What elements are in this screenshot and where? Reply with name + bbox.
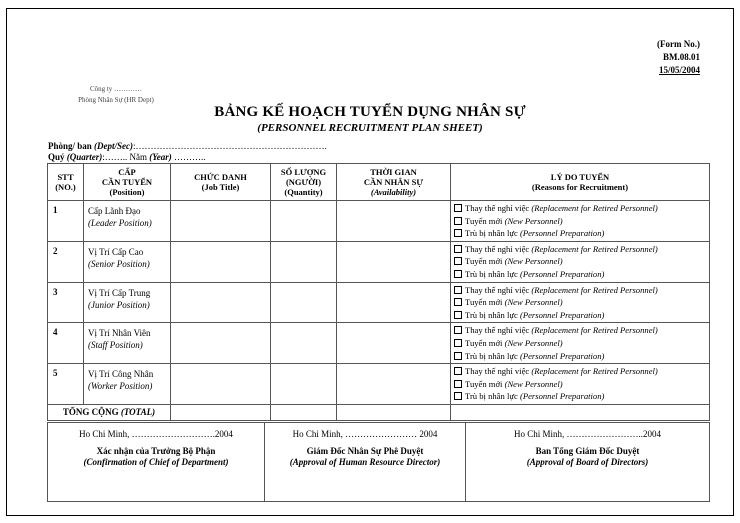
checkbox-icon[interactable] bbox=[454, 311, 462, 319]
year-dots[interactable]: ……….. bbox=[171, 152, 206, 162]
availability-cell[interactable] bbox=[337, 241, 451, 282]
total-label: TỔNG CỘNG (TOTAL) bbox=[48, 404, 171, 420]
table-row bbox=[48, 241, 710, 282]
reason-label-en: (New Personnel) bbox=[504, 297, 563, 308]
reason-label-en: (New Personnel) bbox=[504, 215, 563, 226]
reason-label-en: (Personnel Preparation) bbox=[519, 350, 605, 361]
checkbox-icon[interactable] bbox=[454, 270, 462, 278]
reason-option[interactable] bbox=[454, 365, 706, 378]
row-position bbox=[84, 323, 171, 364]
reason-option[interactable] bbox=[454, 227, 706, 240]
signature-role: Xác nhận của Trưởng Bộ Phận bbox=[96, 446, 216, 456]
row-position bbox=[84, 241, 171, 282]
header-reasons: LÝ DO TUYỂN (Reasons for Recruitment) bbox=[451, 164, 710, 201]
reason-option[interactable] bbox=[454, 350, 706, 363]
header-stt: STT (NO.) bbox=[48, 164, 84, 201]
dept-line bbox=[48, 141, 327, 151]
reason-label: Thay thế nghỉ việc bbox=[465, 366, 530, 377]
quarter-dots[interactable]: :…….. Năm bbox=[102, 152, 148, 162]
reason-label: Tuyển mới bbox=[465, 215, 503, 226]
quarter-label-en: (Quarter) bbox=[66, 152, 103, 162]
availability-cell[interactable] bbox=[337, 364, 451, 405]
reason-label: Thay thế nghỉ việc bbox=[465, 203, 530, 213]
signature-hr-director bbox=[265, 423, 466, 501]
quantity-cell[interactable] bbox=[271, 201, 337, 242]
company-dept: Phòng Nhân Sự (HR Dept) bbox=[78, 96, 154, 104]
reason-label-en: (Personnel Preparation) bbox=[519, 309, 605, 320]
reason-label: Thay thế nghỉ việc bbox=[465, 243, 530, 254]
reason-option[interactable] bbox=[454, 309, 706, 322]
checkbox-icon[interactable] bbox=[454, 257, 462, 265]
reason-label: Trù bị nhân lực bbox=[465, 228, 518, 239]
page-subtitle: (PERSONNEL RECRUITMENT PLAN SHEET) bbox=[257, 122, 483, 134]
quarter-line bbox=[48, 152, 206, 162]
availability-cell[interactable] bbox=[337, 323, 451, 364]
job-title-cell[interactable] bbox=[171, 323, 271, 364]
dept-dots[interactable]: :………………………………………………………. bbox=[133, 141, 327, 151]
form-no-label: (Form No.) bbox=[657, 39, 700, 49]
checkbox-icon[interactable] bbox=[454, 204, 462, 212]
quarter-label: Quý bbox=[48, 152, 65, 162]
reason-label-en: (New Personnel) bbox=[504, 256, 563, 267]
job-title-cell[interactable] bbox=[171, 282, 271, 323]
checkbox-icon[interactable] bbox=[454, 380, 462, 388]
reason-option[interactable] bbox=[454, 284, 706, 297]
table-row bbox=[48, 201, 710, 242]
company-block bbox=[66, 84, 166, 106]
row-number: 3 bbox=[48, 282, 84, 323]
row-number: 5 bbox=[48, 364, 84, 405]
reason-label: Thay thế nghỉ việc bbox=[465, 325, 530, 336]
reason-options bbox=[451, 201, 710, 242]
total-quantity-cell[interactable] bbox=[271, 404, 337, 420]
reason-label-en: (New Personnel) bbox=[504, 378, 563, 389]
position-name: Vị Trí Nhân Viên bbox=[88, 328, 151, 339]
row-position bbox=[84, 364, 171, 405]
quantity-cell[interactable] bbox=[271, 282, 337, 323]
reason-options bbox=[451, 241, 710, 282]
signature-place-date: Ho Chi Minh, ……………………….2004 bbox=[79, 429, 233, 439]
signature-role: Giám Đốc Nhân Sự Phê Duyệt bbox=[306, 446, 424, 456]
reason-label-en: (Personnel Preparation) bbox=[519, 228, 605, 239]
company-name: Công ty ………… bbox=[89, 85, 143, 93]
form-date: 15/05/2004 bbox=[658, 65, 700, 75]
reason-label-en: (Replacement for Retired Personnel) bbox=[531, 366, 658, 377]
table-header-row bbox=[48, 164, 710, 201]
reason-option[interactable] bbox=[454, 268, 706, 281]
table-row bbox=[48, 282, 710, 323]
position-name-en: (Senior Position) bbox=[88, 258, 150, 269]
table-row bbox=[48, 364, 710, 405]
reason-label: Tuyển mới bbox=[465, 256, 503, 267]
availability-cell[interactable] bbox=[337, 201, 451, 242]
checkbox-icon[interactable] bbox=[454, 286, 462, 294]
signature-chief-department bbox=[48, 423, 265, 501]
form-code: BM.08.01 bbox=[663, 52, 700, 62]
total-row bbox=[48, 404, 710, 420]
job-title-cell[interactable] bbox=[171, 364, 271, 405]
reason-label: Trù bị nhân lực bbox=[465, 309, 518, 320]
signature-box bbox=[47, 422, 710, 502]
table-row bbox=[48, 323, 710, 364]
form-number-block bbox=[657, 38, 700, 77]
checkbox-icon[interactable] bbox=[454, 245, 462, 253]
reason-option[interactable] bbox=[454, 324, 706, 337]
dept-label-en: (Dept/Sec) bbox=[94, 141, 134, 151]
reason-options bbox=[451, 323, 710, 364]
signature-role-en: (Confirmation of Chief of Department) bbox=[83, 457, 229, 467]
row-number: 4 bbox=[48, 323, 84, 364]
header-availability: THỜI GIAN CẦN NHÂN SỰ (Availability) bbox=[337, 164, 451, 201]
row-number: 1 bbox=[48, 201, 84, 242]
quantity-cell[interactable] bbox=[271, 323, 337, 364]
row-number: 2 bbox=[48, 241, 84, 282]
header-level: CẤP CẦN TUYỂN (Position) bbox=[84, 164, 171, 201]
checkbox-icon[interactable] bbox=[454, 339, 462, 347]
position-name-en: (Worker Position) bbox=[88, 381, 153, 392]
reason-option[interactable] bbox=[454, 296, 706, 309]
reason-label: Tuyển mới bbox=[465, 378, 503, 389]
reason-label: Tuyển mới bbox=[465, 337, 503, 348]
position-name-en: (Leader Position) bbox=[88, 218, 152, 228]
signature-board-directors bbox=[466, 423, 709, 501]
row-position bbox=[84, 201, 171, 242]
reason-option[interactable] bbox=[454, 390, 706, 403]
total-reason-cell[interactable] bbox=[451, 404, 710, 420]
reason-option[interactable] bbox=[454, 243, 706, 256]
reason-label: Trù bị nhân lực bbox=[465, 391, 518, 402]
reason-options bbox=[451, 282, 710, 323]
checkbox-icon[interactable] bbox=[454, 367, 462, 375]
checkbox-icon[interactable] bbox=[454, 229, 462, 237]
reason-option[interactable] bbox=[454, 215, 706, 228]
reason-label: Tuyển mới bbox=[465, 297, 503, 308]
reason-option[interactable] bbox=[454, 337, 706, 350]
reason-option[interactable] bbox=[454, 202, 706, 215]
year-label-en: (Year) bbox=[149, 152, 172, 162]
total-job-cell[interactable] bbox=[171, 404, 271, 420]
job-title-cell[interactable] bbox=[171, 201, 271, 242]
total-availability-cell[interactable] bbox=[337, 404, 451, 420]
position-name: Vị Trí Cấp Trung bbox=[88, 287, 151, 298]
recruitment-plan-table bbox=[47, 163, 710, 421]
checkbox-icon[interactable] bbox=[454, 326, 462, 334]
position-name: Vị Trí Công Nhân bbox=[88, 369, 154, 380]
checkbox-icon[interactable] bbox=[454, 352, 462, 360]
row-position bbox=[84, 282, 171, 323]
job-title-cell[interactable] bbox=[171, 241, 271, 282]
reason-label-en: (Replacement for Retired Personnel) bbox=[531, 284, 658, 295]
position-name: Vị Trí Cấp Cao bbox=[88, 246, 144, 257]
reason-options bbox=[451, 364, 710, 405]
page-title: BẢNG KẾ HOẠCH TUYỂN DỤNG NHÂN SỰ bbox=[214, 104, 526, 120]
position-name: Cấp Lãnh Đạo bbox=[88, 206, 141, 216]
signature-place-date: Ho Chi Minh, ……………………..2004 bbox=[513, 429, 661, 439]
reason-label-en: (Replacement for Retired Personnel) bbox=[531, 243, 658, 254]
checkbox-icon[interactable] bbox=[454, 298, 462, 306]
reason-label-en: (Personnel Preparation) bbox=[519, 268, 605, 279]
reason-label: Trù bị nhân lực bbox=[465, 350, 518, 361]
reason-label-en: (Replacement for Retired Personnel) bbox=[531, 203, 658, 213]
availability-cell[interactable] bbox=[337, 282, 451, 323]
position-name-en: (Staff Position) bbox=[88, 340, 143, 351]
reason-label: Trù bị nhân lực bbox=[465, 268, 518, 279]
quantity-cell[interactable] bbox=[271, 364, 337, 405]
header-job-title: CHỨC DANH (Job Title) bbox=[171, 164, 271, 201]
reason-label: Thay thế nghỉ việc bbox=[465, 284, 530, 295]
reason-label-en: (Replacement for Retired Personnel) bbox=[531, 325, 658, 336]
signature-role: Ban Tổng Giám Đốc Duyệt bbox=[535, 446, 640, 456]
reason-label-en: (Personnel Preparation) bbox=[519, 391, 605, 402]
checkbox-icon[interactable] bbox=[454, 217, 462, 225]
header-quantity: SỐ LƯỢNG (NGƯỜI) (Quantity) bbox=[271, 164, 337, 201]
signature-role-en: (Approval of Human Resource Director) bbox=[289, 457, 441, 467]
dept-label: Phòng/ ban bbox=[48, 141, 92, 151]
position-name-en: (Junior Position) bbox=[88, 299, 150, 310]
reason-option[interactable] bbox=[454, 255, 706, 268]
signature-role-en: (Approval of Board of Directors) bbox=[526, 457, 649, 467]
checkbox-icon[interactable] bbox=[454, 392, 462, 400]
reason-option[interactable] bbox=[454, 378, 706, 391]
quantity-cell[interactable] bbox=[271, 241, 337, 282]
signature-place-date: Ho Chi Minh, …………………… 2004 bbox=[292, 429, 438, 439]
reason-label-en: (New Personnel) bbox=[504, 337, 563, 348]
